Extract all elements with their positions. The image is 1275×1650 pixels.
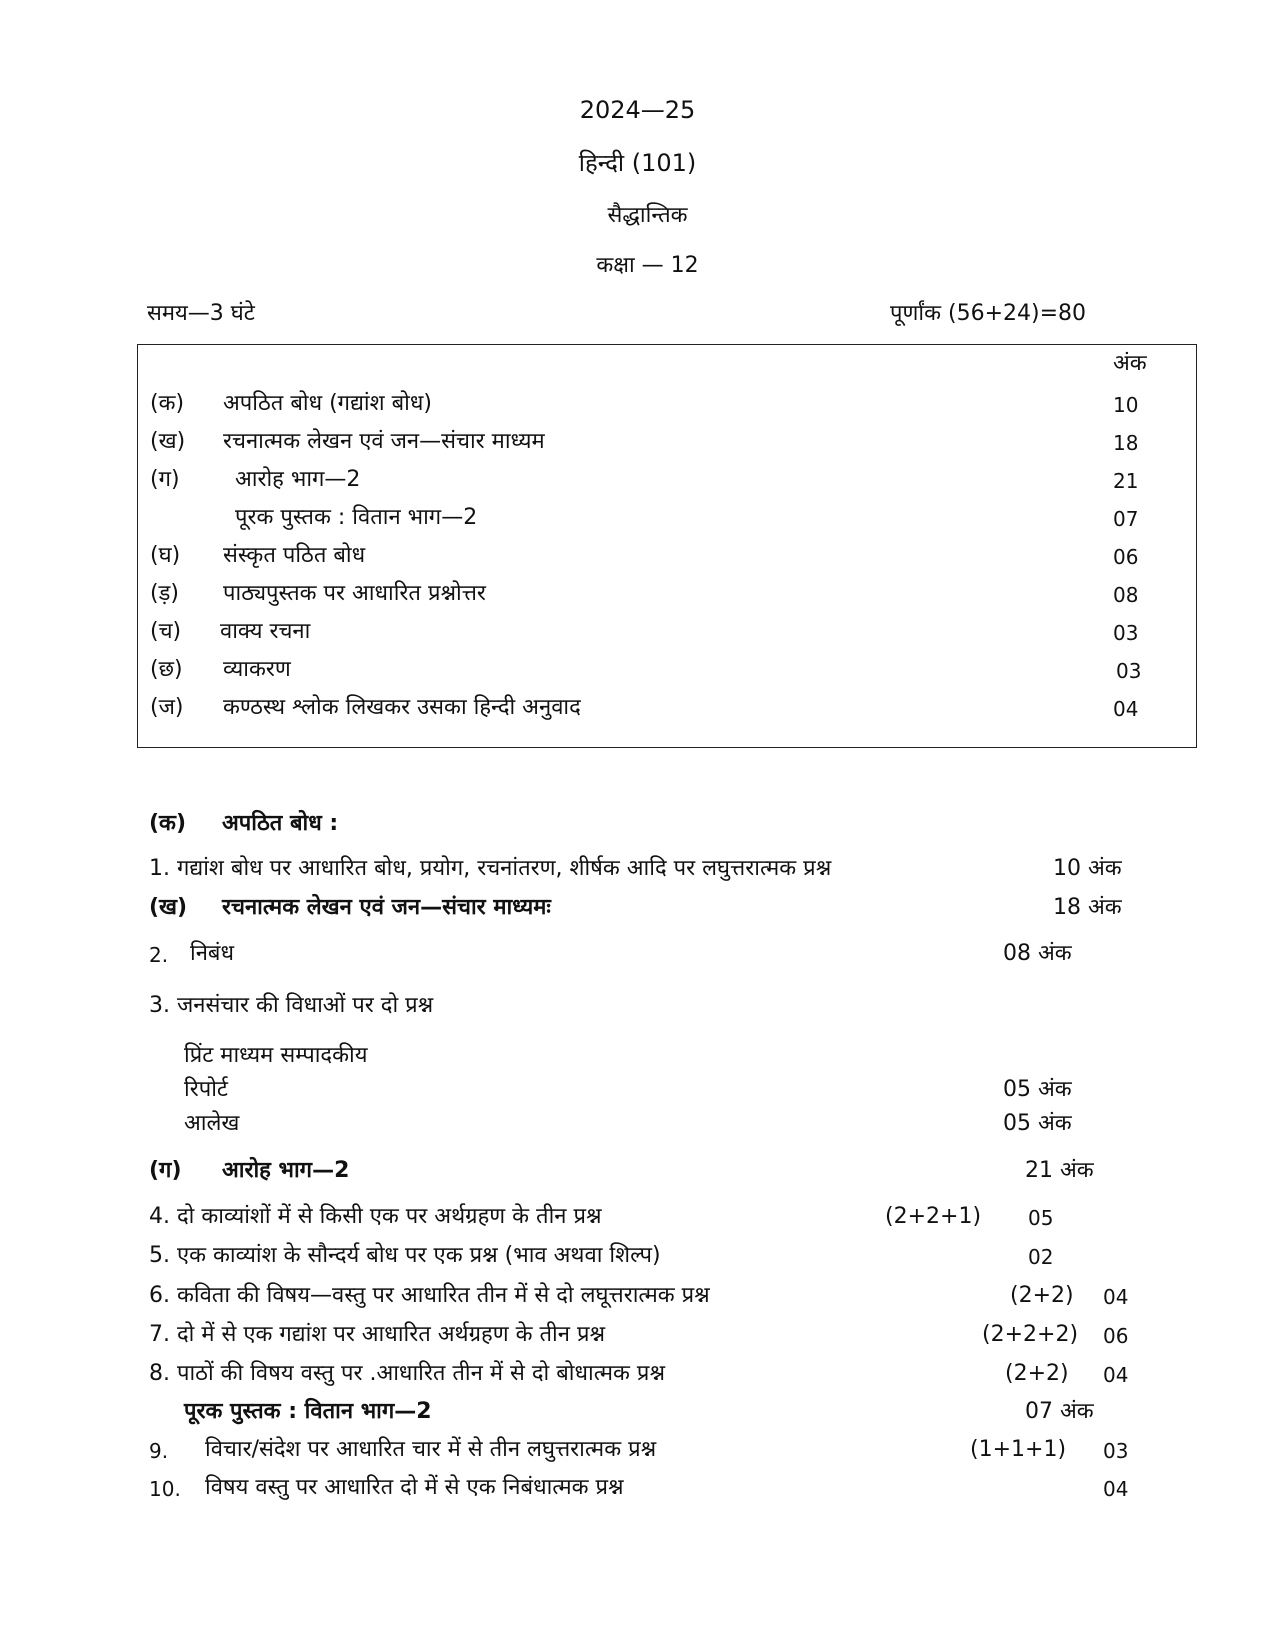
toc-marks: 10	[1113, 393, 1139, 417]
q3-sub-article-marks: 05 अंक	[1003, 1111, 1072, 1136]
question-2: निबंध	[190, 941, 235, 966]
question-4-marks: 05	[1028, 1206, 1054, 1230]
section-ka-key: (क)	[149, 811, 187, 836]
class-label: कक्षा — 12	[596, 253, 699, 278]
toc-marks: 03	[1116, 659, 1142, 683]
toc-label: रचनात्मक लेखन एवं जन—संचार माध्यम	[223, 429, 545, 454]
toc-marks: 03	[1113, 621, 1139, 645]
toc-key: (ज)	[150, 695, 184, 720]
toc-key: (छ)	[150, 657, 183, 682]
question-8: 8. पाठों की विषय वस्तु पर .आधारित तीन में से दो बोधात्मक प्रश्न	[149, 1361, 665, 1386]
q3-sub-editorial: प्रिंट माध्यम सम्पादकीय	[184, 1043, 368, 1068]
question-10-marks: 04	[1103, 1477, 1129, 1501]
toc-label: व्याकरण	[223, 657, 291, 682]
toc-label: संस्कृत पठित बोध	[223, 543, 366, 568]
section-kha-key: (ख)	[149, 895, 188, 920]
question-9-marks: 03	[1103, 1439, 1129, 1463]
toc-label: पाठ्यपुस्तक पर आधारित प्रश्नोत्तर	[223, 581, 486, 606]
year: 2024—25	[579, 96, 696, 124]
toc-label: पूरक पुस्तक : वितान भाग—2	[235, 505, 478, 530]
question-2-marks: 08 अंक	[1003, 941, 1072, 966]
toc-key: (क)	[150, 391, 185, 416]
question-4-split: (2+2+1)	[885, 1204, 982, 1229]
question-6-split: (2+2)	[1010, 1283, 1074, 1308]
section-ga-marks: 21 अंक	[1025, 1158, 1094, 1183]
toc-marks: 07	[1113, 507, 1139, 531]
question-2-number: 2.	[149, 943, 169, 967]
section-ga-key: (ग)	[149, 1158, 182, 1183]
subject-title: हिन्दी (101)	[578, 149, 697, 177]
supplementary-marks: 07 अंक	[1025, 1399, 1094, 1424]
paper-type: सैद्धान्तिक	[607, 203, 688, 228]
section-ga-title: आरोह भाग—2	[222, 1158, 350, 1183]
time-label: समय—3 घंटे	[147, 301, 255, 326]
question-3: 3. जनसंचार की विधाओं पर दो प्रश्न	[149, 993, 434, 1018]
toc-key: (ख)	[150, 429, 186, 454]
marks-column-header: अंक	[1113, 351, 1147, 376]
question-6-marks: 04	[1103, 1285, 1129, 1309]
toc-marks: 18	[1113, 431, 1139, 455]
question-10-number: 10.	[149, 1477, 181, 1501]
q3-sub-article: आलेख	[184, 1111, 240, 1136]
question-1-marks: 10 अंक	[1053, 856, 1122, 881]
toc-marks: 08	[1113, 583, 1139, 607]
question-9-number: 9.	[149, 1439, 169, 1463]
q3-sub-report: रिपोर्ट	[184, 1077, 228, 1102]
toc-key: (च)	[150, 619, 182, 644]
toc-marks: 04	[1113, 697, 1139, 721]
toc-label: आरोह भाग—2	[235, 467, 361, 492]
total-marks-label: पूर्णांक (56+24)=80	[890, 301, 1087, 326]
toc-key: (घ)	[150, 543, 181, 568]
question-7-marks: 06	[1103, 1324, 1129, 1348]
question-8-split: (2+2)	[1005, 1361, 1069, 1386]
question-10: विषय वस्तु पर आधारित दो में से एक निबंधात्मक प्रश्न	[205, 1475, 624, 1500]
toc-key: (ग)	[150, 467, 180, 492]
q3-sub-report-marks: 05 अंक	[1003, 1077, 1072, 1102]
toc-label: अपठित बोध (गद्यांश बोध)	[223, 391, 432, 416]
toc-key: (ड़)	[150, 581, 179, 606]
section-kha-marks: 18 अंक	[1053, 895, 1122, 920]
question-5-marks: 02	[1028, 1245, 1054, 1269]
toc-label: कण्ठस्थ श्लोक लिखकर उसका हिन्दी अनुवाद	[223, 695, 581, 720]
question-7-split: (2+2+2)	[982, 1322, 1079, 1347]
toc-label: वाक्य रचना	[220, 619, 311, 644]
question-6: 6. कविता की विषय—वस्तु पर आधारित तीन में से दो लघूत्तरात्मक प्रश्न	[149, 1283, 710, 1308]
toc-marks: 06	[1113, 545, 1139, 569]
toc-marks: 21	[1113, 469, 1139, 493]
marks-summary-box	[137, 344, 1197, 748]
question-7: 7. दो में से एक गद्यांश पर आधारित अर्थग्रहण के तीन प्रश्न	[149, 1322, 606, 1347]
section-ka-title: अपठित बोध :	[222, 811, 339, 836]
question-9-split: (1+1+1)	[970, 1437, 1067, 1462]
question-4: 4. दो काव्यांशों में से किसी एक पर अर्थग्रहण के तीन प्रश्न	[149, 1204, 602, 1229]
question-1: 1. गद्यांश बोध पर आधारित बोध, प्रयोग, रचनांतरण, शीर्षक आदि पर लघुत्तरात्मक प्रश्न	[149, 856, 832, 881]
question-9: विचार/संदेश पर आधारित चार में से तीन लघुत्तरात्मक प्रश्न	[205, 1437, 657, 1462]
section-kha-title: रचनात्मक लेखन एवं जन—संचार माध्यमः	[222, 895, 551, 920]
question-5: 5. एक काव्यांश के सौन्दर्य बोध पर एक प्रश्न (भाव अथवा शिल्प)	[149, 1243, 661, 1268]
question-8-marks: 04	[1103, 1363, 1129, 1387]
supplementary-title: पूरक पुस्तक : वितान भाग—2	[184, 1399, 432, 1424]
